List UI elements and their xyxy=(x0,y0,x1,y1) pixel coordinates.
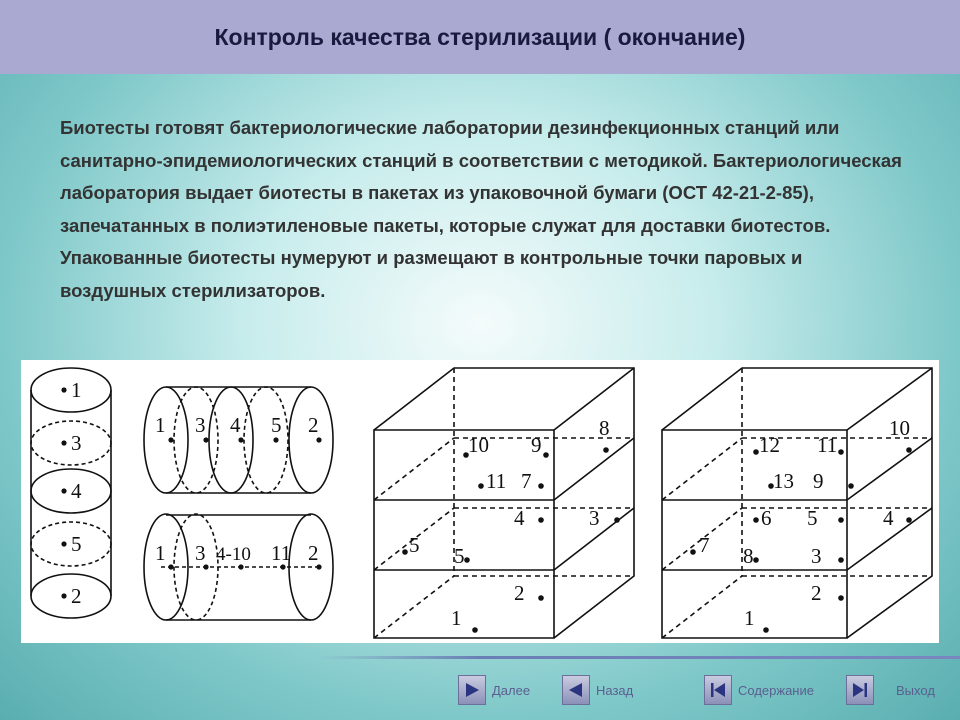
exit-button[interactable] xyxy=(846,672,935,708)
bottom-cylinder-label: 1 xyxy=(155,541,166,565)
stack-label: 5 xyxy=(71,532,82,556)
cube-right-label: 9 xyxy=(813,469,824,493)
cube-right-label: 13 xyxy=(773,469,794,493)
top-cylinder-label: 3 xyxy=(195,413,206,437)
cube-right-label: 8 xyxy=(743,544,754,568)
cube-left-label: 1 xyxy=(451,606,462,630)
cube-left-label: 8 xyxy=(599,416,610,440)
top-cylinder-label: 2 xyxy=(308,413,319,437)
bottom-cylinder-label: 3 xyxy=(195,541,206,565)
cube-left xyxy=(374,368,634,638)
bottom-cylinder-label: 4-10 xyxy=(216,544,251,565)
cube-left-label: 3 xyxy=(589,506,600,530)
back-label: Назад xyxy=(596,682,634,698)
cube-right-label: 2 xyxy=(811,581,822,605)
stack-label: 1 xyxy=(71,378,82,402)
cube-right-label: 3 xyxy=(811,544,822,568)
stack-label: 2 xyxy=(71,584,82,608)
back-button[interactable] xyxy=(562,672,633,708)
play-left-icon xyxy=(562,675,590,705)
cube-right-label: 5 xyxy=(807,506,818,530)
bottom-cylinder-label: 2 xyxy=(308,541,319,565)
title-bar xyxy=(0,0,960,74)
cube-left-label: 7 xyxy=(521,469,532,493)
cube-left-label: 11 xyxy=(486,469,507,493)
footer-divider xyxy=(318,656,960,659)
contents-button[interactable] xyxy=(704,672,814,708)
stack-label: 3 xyxy=(71,431,82,455)
exit-label: Выход xyxy=(896,682,935,698)
cube-right xyxy=(662,368,932,638)
slide-title: Контроль качества стерилизации ( окончание) xyxy=(214,23,746,50)
top-cylinder-label: 1 xyxy=(155,413,166,437)
cube-left-label: 10 xyxy=(468,433,489,457)
cube-right-label: 6 xyxy=(761,506,772,530)
skip-forward-icon xyxy=(846,675,874,705)
cube-left-label: 5 xyxy=(409,533,420,557)
cube-right-label: 10 xyxy=(889,416,910,440)
play-right-icon xyxy=(458,675,486,705)
body-paragraph: Биотесты готовят бактериологические лаборатории дезинфекционных станций или санитарно-эпидемиологических станций в соответствии с методикой. Бактериологическая лаборатория выдает биотесты в пакетах из упаковочной бумаги (ОСТ 42-21-2-85), запечатанных в полиэтиленовые пакеты, которые служат для доставки биотестов. Упакованные биотесты нумеруют и размещают в контрольные точки паровых и воздушных стерилизаторов. xyxy=(60,117,902,301)
top-cylinder-label: 5 xyxy=(271,413,282,437)
cube-right-label: 11 xyxy=(817,433,838,457)
next-button[interactable] xyxy=(458,672,530,708)
next-label: Далее xyxy=(492,682,531,698)
skip-back-icon xyxy=(704,675,732,705)
contents-label: Содержание xyxy=(738,682,814,698)
cube-left-label: 2 xyxy=(514,581,525,605)
top-cylinder-label: 4 xyxy=(230,413,241,437)
cube-right-label: 4 xyxy=(883,506,894,530)
cube-right-label: 7 xyxy=(699,533,710,557)
stack-label: 4 xyxy=(71,479,82,503)
sample-points xyxy=(61,387,911,632)
cube-left-label: 4 xyxy=(514,506,525,530)
sterilizer-diagram xyxy=(21,360,939,643)
bottom-cylinder-label: 11 xyxy=(271,541,292,565)
cube-right-label: 1 xyxy=(744,606,755,630)
cube-left-label: 5 xyxy=(454,544,465,568)
cube-right-label: 12 xyxy=(759,433,780,457)
cube-left-label: 9 xyxy=(531,433,542,457)
